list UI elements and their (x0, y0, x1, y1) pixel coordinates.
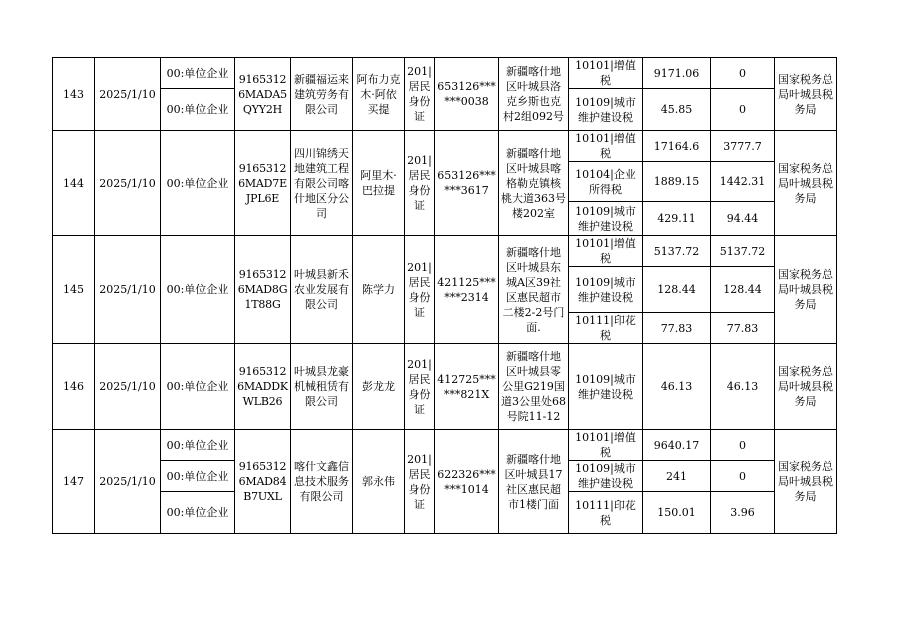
taxpayer-type-cell: 00:单位企业 (161, 58, 235, 89)
tax-amount-cell: 429.11 (643, 202, 711, 236)
tax-item-cell: 10101|增值税 (569, 430, 643, 461)
date-cell: 2025/1/10 (95, 58, 161, 131)
id-type-cell: 201|居民身份证 (405, 58, 435, 131)
taxpayer-type-cell: 00:单位企业 (161, 430, 235, 461)
legal-person-cell: 彭龙龙 (353, 344, 405, 430)
tax-amount-cell: 45.85 (643, 89, 711, 131)
tax-paid-cell: 94.44 (711, 202, 775, 236)
id-number-cell: 653126******3617 (435, 131, 499, 236)
tax-authority-cell: 国家税务总局叶城县税务局 (775, 236, 837, 344)
tax-authority-cell: 国家税务总局叶城县税务局 (775, 58, 837, 131)
tax-paid-cell: 5137.72 (711, 236, 775, 267)
tax-paid-cell: 1442.31 (711, 162, 775, 202)
tax-paid-cell: 77.83 (711, 313, 775, 344)
tax-amount-cell: 77.83 (643, 313, 711, 344)
address-cell: 新疆喀什地区叶城县喀格勒克镇核桃大道363号楼202室 (499, 131, 569, 236)
tax-item-cell: 10109|城市维护建设税 (569, 202, 643, 236)
id-number-cell: 412725******821X (435, 344, 499, 430)
seq-cell: 143 (53, 58, 95, 131)
table-row (53, 430, 837, 461)
tax-amount-cell: 150.01 (643, 492, 711, 534)
seq-cell: 146 (53, 344, 95, 430)
table-row (53, 344, 837, 430)
uscc-cell: 91653126MAD7EJPL6E (235, 131, 291, 236)
tax-authority-cell: 国家税务总局叶城县税务局 (775, 430, 837, 534)
uscc-cell: 91653126MAD84B7UXL (235, 430, 291, 534)
company-name-cell: 叶城县龙豪机械租赁有限公司 (291, 344, 353, 430)
taxpayer-type-cell: 00:单位企业 (161, 344, 235, 430)
tax-item-cell: 10101|增值税 (569, 58, 643, 89)
uscc-cell: 91653126MADA5QYY2H (235, 58, 291, 131)
legal-person-cell: 陈学力 (353, 236, 405, 344)
tax-paid-cell: 0 (711, 58, 775, 89)
taxpayer-type-cell: 00:单位企业 (161, 131, 235, 236)
tax-authority-cell: 国家税务总局叶城县税务局 (775, 344, 837, 430)
company-name-cell: 新疆福运来建筑劳务有限公司 (291, 58, 353, 131)
date-cell: 2025/1/10 (95, 131, 161, 236)
tax-paid-cell: 0 (711, 430, 775, 461)
address-cell: 新疆喀什地区叶城县零公里G219国道3公里处68号院11-12 (499, 344, 569, 430)
address-cell: 新疆喀什地区叶城县洛克乡斯也克村2组092号 (499, 58, 569, 131)
tax-paid-cell: 46.13 (711, 344, 775, 430)
taxpayer-type-cell: 00:单位企业 (161, 492, 235, 534)
tax-item-cell: 10101|增值税 (569, 236, 643, 267)
tax-amount-cell: 241 (643, 461, 711, 492)
seq-cell: 147 (53, 430, 95, 534)
table-row (53, 58, 837, 89)
id-type-cell: 201|居民身份证 (405, 236, 435, 344)
tax-item-cell: 10111|印花税 (569, 313, 643, 344)
address-cell: 新疆喀什地区叶城县17社区惠民超市1楼门面 (499, 430, 569, 534)
tax-paid-cell: 128.44 (711, 267, 775, 313)
tax-amount-cell: 5137.72 (643, 236, 711, 267)
tax-amount-cell: 46.13 (643, 344, 711, 430)
tax-paid-cell: 0 (711, 461, 775, 492)
company-name-cell: 喀什文鑫信息技术服务有限公司 (291, 430, 353, 534)
table-row (53, 236, 837, 267)
tax-paid-cell: 3.96 (711, 492, 775, 534)
legal-person-cell: 郭永伟 (353, 430, 405, 534)
taxpayer-type-cell: 00:单位企业 (161, 236, 235, 344)
tax-item-cell: 10109|城市维护建设税 (569, 461, 643, 492)
tax-item-cell: 10111|印花税 (569, 492, 643, 534)
date-cell: 2025/1/10 (95, 430, 161, 534)
tax-item-cell: 10104|企业所得税 (569, 162, 643, 202)
tax-arrears-table (52, 57, 837, 534)
seq-cell: 145 (53, 236, 95, 344)
date-cell: 2025/1/10 (95, 236, 161, 344)
tax-paid-cell: 3777.7 (711, 131, 775, 162)
tax-amount-cell: 9171.06 (643, 58, 711, 89)
company-name-cell: 四川锦绣天地建筑工程有限公司喀什地区分公司 (291, 131, 353, 236)
table-row (53, 131, 837, 162)
date-cell: 2025/1/10 (95, 344, 161, 430)
id-type-cell: 201|居民身份证 (405, 430, 435, 534)
tax-item-cell: 10101|增值税 (569, 131, 643, 162)
id-number-cell: 421125******2314 (435, 236, 499, 344)
tax-amount-cell: 1889.15 (643, 162, 711, 202)
taxpayer-type-cell: 00:单位企业 (161, 461, 235, 492)
id-number-cell: 653126******0038 (435, 58, 499, 131)
tax-item-cell: 10109|城市维护建设税 (569, 89, 643, 131)
legal-person-cell: 阿里木·巴拉提 (353, 131, 405, 236)
seq-cell: 144 (53, 131, 95, 236)
id-type-cell: 201|居民身份证 (405, 131, 435, 236)
id-number-cell: 622326******1014 (435, 430, 499, 534)
tax-amount-cell: 17164.6 (643, 131, 711, 162)
tax-item-cell: 10109|城市维护建设税 (569, 267, 643, 313)
tax-authority-cell: 国家税务总局叶城县税务局 (775, 131, 837, 236)
table-body (53, 58, 837, 534)
uscc-cell: 91653126MAD8G1T88G (235, 236, 291, 344)
tax-amount-cell: 9640.17 (643, 430, 711, 461)
uscc-cell: 91653126MADDKWLB26 (235, 344, 291, 430)
id-type-cell: 201|居民身份证 (405, 344, 435, 430)
company-name-cell: 叶城县新禾农业发展有限公司 (291, 236, 353, 344)
taxpayer-type-cell: 00:单位企业 (161, 89, 235, 131)
tax-paid-cell: 0 (711, 89, 775, 131)
tax-item-cell: 10109|城市维护建设税 (569, 344, 643, 430)
tax-amount-cell: 128.44 (643, 267, 711, 313)
address-cell: 新疆喀什地区叶城县东城A区39社区惠民超市二楼2-2号门面. (499, 236, 569, 344)
legal-person-cell: 阿布力克木·阿依买提 (353, 58, 405, 131)
